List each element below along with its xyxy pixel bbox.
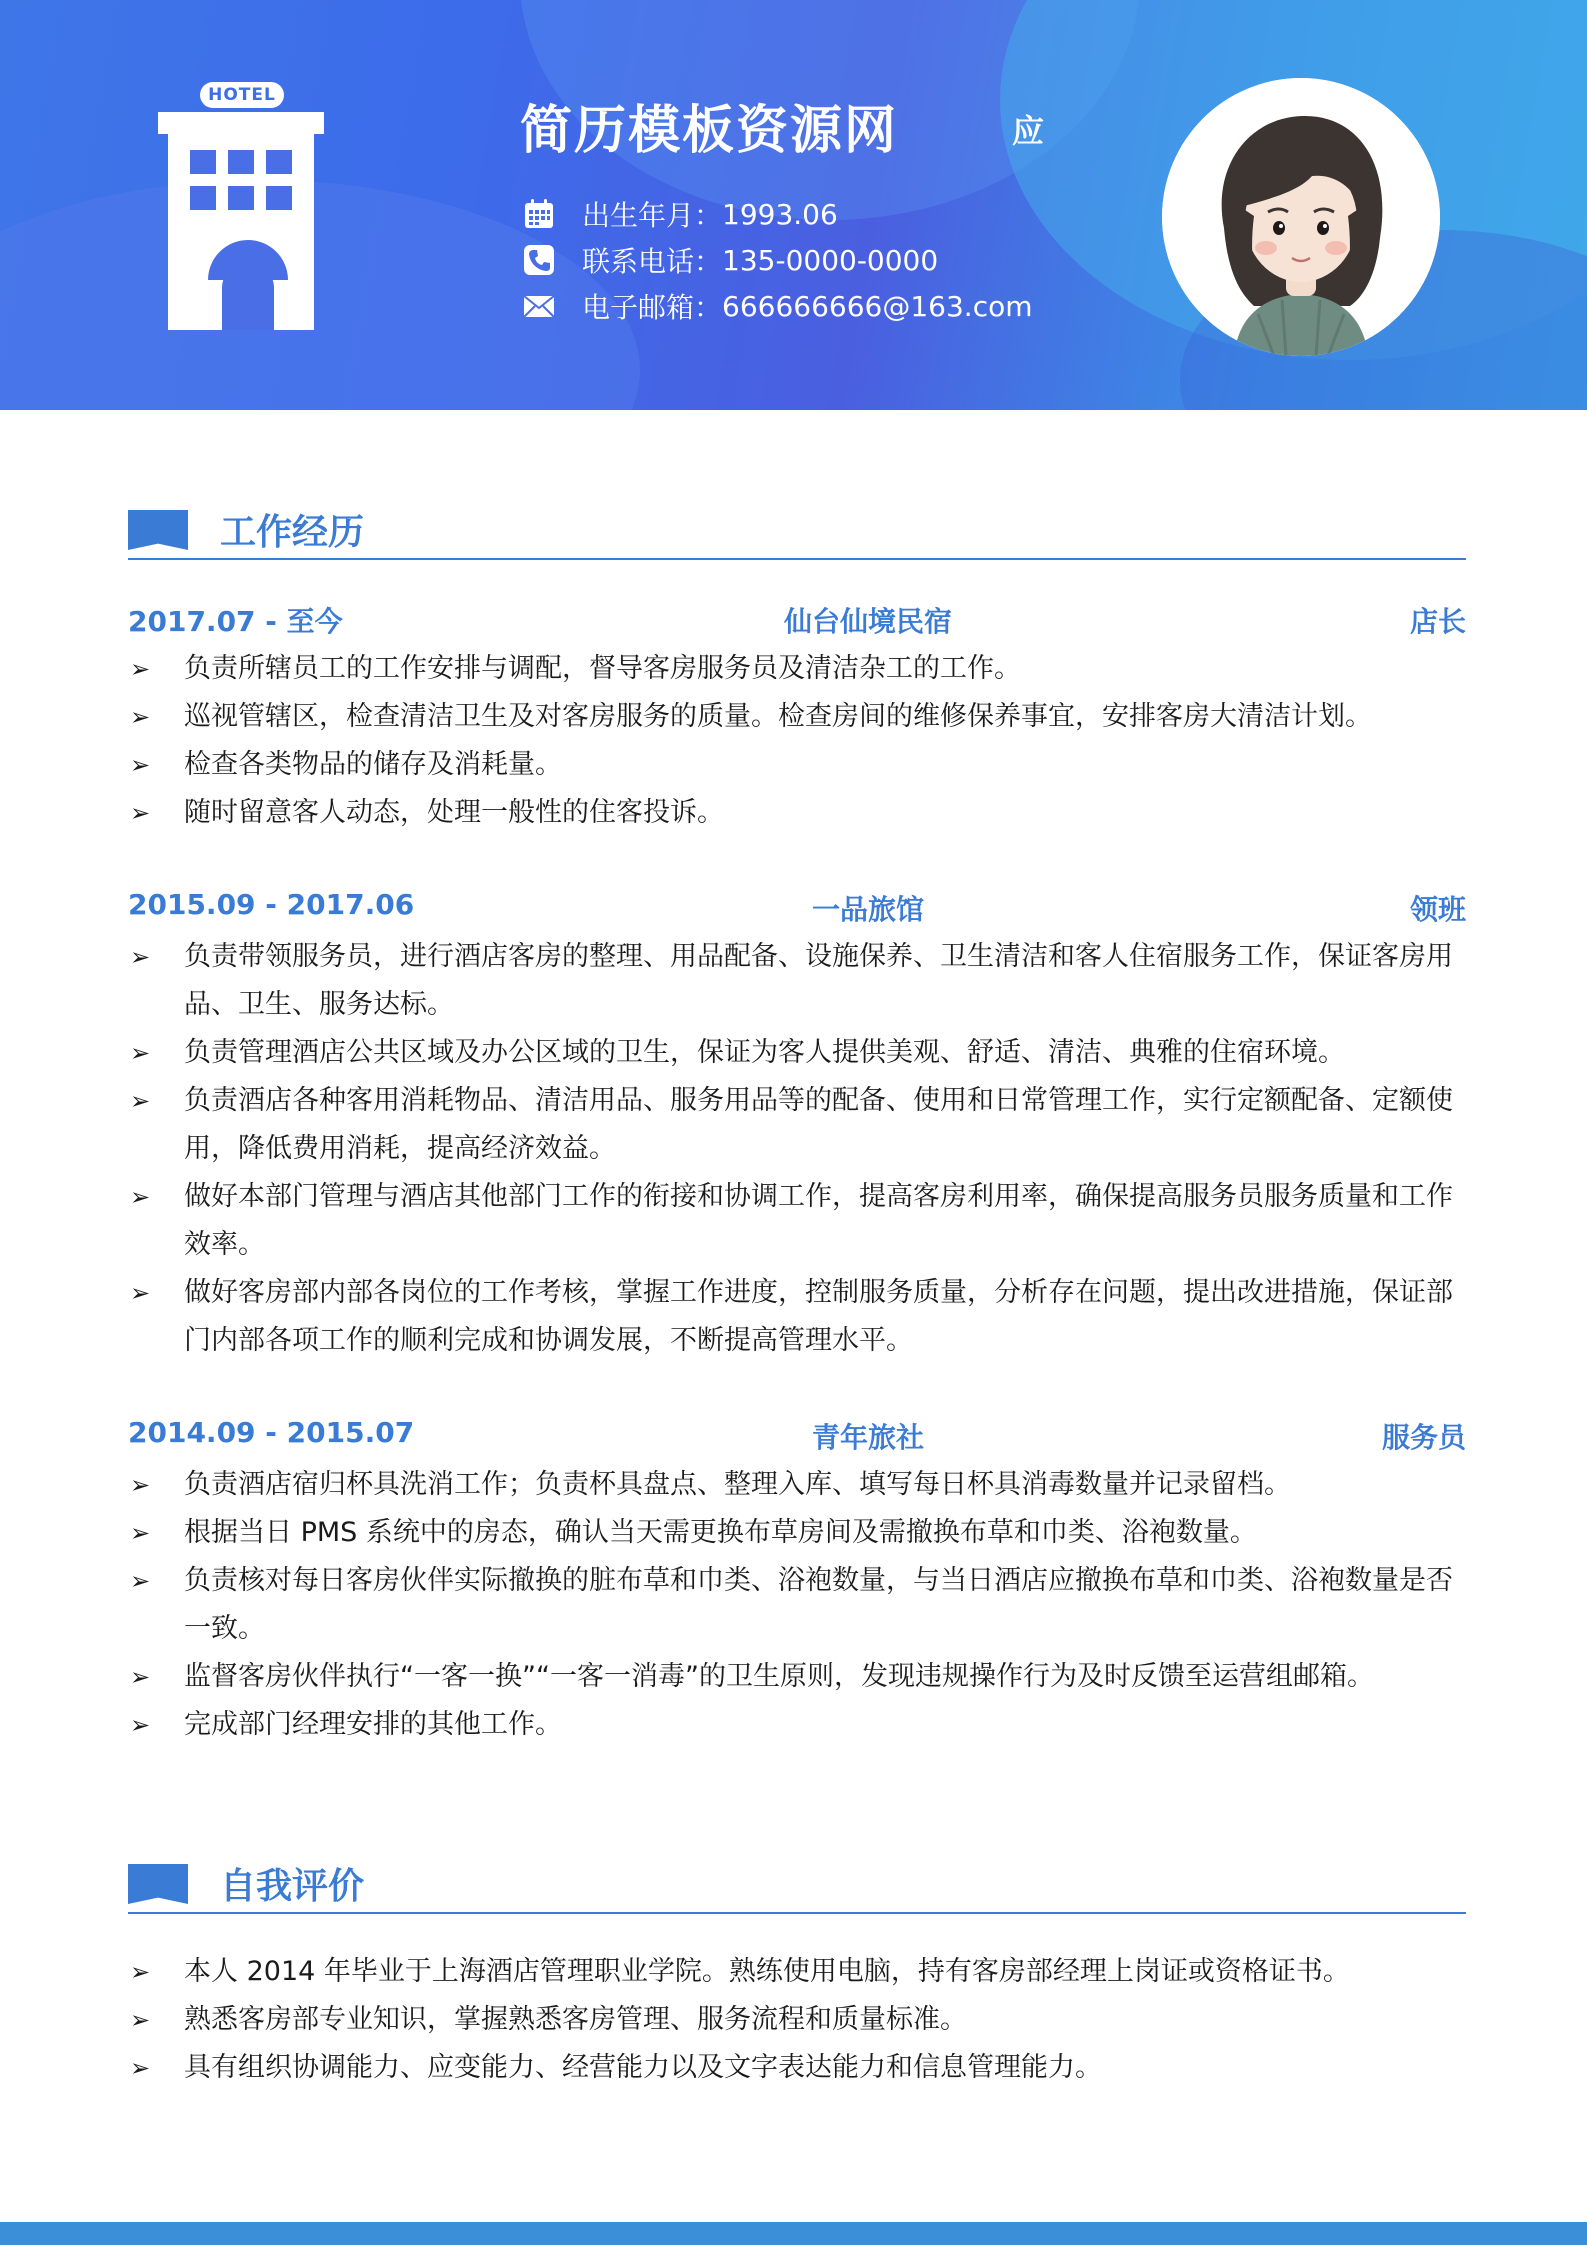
duty-text: 监督客房伙伴执行“一客一换”“一客一消毒”的卫生原则，发现违规操作行为及时反馈至运营组邮箱。 [184,1661,1374,1692]
bullet-arrow-icon: ➢ [130,1567,151,1595]
list-item [128,1653,1472,1701]
job-period: 2014.09 - 2015.07 [128,1416,415,1449]
contact-label: 出生年月： [582,199,723,232]
list-item [128,693,1472,741]
hotel-door [222,262,274,330]
avatar-illustration [1162,78,1440,356]
duty-text: 负责核对每日客房伙伴实际撤换的脏布草和巾类、浴袍数量，与当日酒店应撤换布草和巾类、浴袍数量是否一致。 [184,1565,1453,1644]
duty-text: 完成部门经理安排的其他工作。 [184,1709,562,1740]
job-duties-list [128,933,1472,1365]
section-title: 自我评价 [220,1866,365,1907]
bullet-arrow-icon: ➢ [130,1958,151,1986]
evaluation-text: 熟悉客房部专业知识，掌握熟悉客房管理、服务流程和质量标准。 [184,2004,967,2035]
phone-icon [522,243,556,277]
birth-value: 1993.06 [722,197,838,231]
list-item [128,1948,1472,1996]
list-item [128,741,1472,789]
list-item [128,1077,1472,1173]
section-title: 工作经历 [220,512,365,553]
bullet-arrow-icon: ➢ [130,1711,151,1739]
list-item [128,1461,1472,1509]
bullet-arrow-icon: ➢ [130,1471,151,1499]
section-self-evaluation [128,1858,1466,1914]
duty-text: 负责所辖员工的工作安排与调配，督导客房服务员及清洁杂工的工作。 [184,653,1021,684]
bullet-arrow-icon: ➢ [130,1087,151,1115]
candidate-name: 简历模板资源网 [520,101,899,161]
duty-text: 负责酒店各种客用消耗物品、清洁用品、服务用品等的配备、使用和日常管理工作，实行定额配备、定额使用，降低费用消耗，提高经济效益。 [184,1085,1453,1164]
email-value: 666666666@163.com [722,289,1033,323]
bullet-arrow-icon: ➢ [130,1183,151,1211]
hotel-icon [158,82,324,330]
avatar [1162,78,1440,356]
contact-phone [522,242,938,278]
bullet-arrow-icon: ➢ [130,1519,151,1547]
duty-text: 负责带领服务员，进行酒店客房的整理、用品配备、设施保养、卫生清洁和客人住宿服务工作，保证客房用品、卫生、服务达标。 [184,941,1453,1020]
list-item [128,1029,1472,1077]
job-header [128,600,1466,640]
list-item [128,1269,1472,1365]
self-evaluation-list [128,1948,1472,2092]
bullet-arrow-icon: ➢ [130,703,151,731]
list-item [128,645,1472,693]
job-header [128,1416,1466,1456]
job-company: 一品旅馆 [811,893,924,926]
duty-text: 随时留意客人动态，处理一般性的住客投诉。 [184,797,724,828]
list-item [128,789,1472,837]
job-company: 青年旅社 [811,1421,924,1454]
hotel-window [228,186,254,210]
job-duties-list [128,1461,1472,1749]
hotel-building [168,134,314,330]
bullet-arrow-icon: ➢ [130,943,151,971]
duty-text: 巡视管辖区，检查清洁卫生及对客房服务的质量。检查房间的维修保养事宜，安排客房大清洁计划。 [184,701,1372,732]
job-role: 服务员 [1381,1421,1466,1454]
list-item [128,1173,1472,1269]
duty-text: 检查各类物品的储存及消耗量。 [184,749,562,780]
duty-text: 做好本部门管理与酒店其他部门工作的衔接和协调工作，提高客房利用率，确保提高服务员服务质量和工作效率。 [184,1181,1453,1260]
job-role: 领班 [1409,893,1466,926]
job-period: 2017.07 - 至今 [128,605,343,638]
job-header [128,888,1466,928]
list-item [128,933,1472,1029]
list-item [128,1509,1472,1557]
duty-text: 根据当日 PMS 系统中的房态，确认当天需更换布草房间及需撤换布草和巾类、浴袍数量。 [184,1517,1257,1548]
job-role: 店长 [1409,605,1466,638]
list-item [128,1701,1472,1749]
contact-label: 联系电话： [582,245,723,278]
bullet-arrow-icon: ➢ [130,751,151,779]
bullet-arrow-icon: ➢ [130,1663,151,1691]
bullet-arrow-icon: ➢ [130,1039,151,1067]
resume-header [0,0,1587,410]
duty-text: 做好客房部内部各岗位的工作考核，掌握工作进度，控制服务质量，分析存在问题，提出改进措施，保证部门内部各项工作的顺利完成和协调发展，不断提高管理水平。 [184,1277,1453,1356]
hotel-logo-text: HOTEL [200,82,284,108]
evaluation-text: 具有组织协调能力、应变能力、经营能力以及文字表达能力和信息管理能力。 [184,2052,1102,2083]
section-divider [128,558,1466,560]
bullet-arrow-icon: ➢ [130,655,151,683]
evaluation-text: 本人 2014 年毕业于上海酒店管理职业学院。熟练使用电脑，持有客房部经理上岗证或资格证书。 [184,1956,1350,1987]
bullet-arrow-icon: ➢ [130,799,151,827]
section-work-experience [128,504,1466,560]
job-company: 仙台仙境民宿 [783,605,952,638]
bullet-arrow-icon: ➢ [130,2054,151,2082]
hotel-window [266,150,292,174]
duty-text: 负责管理酒店公共区域及办公区域的卫生，保证为客人提供美观、舒适、清洁、典雅的住宿环境。 [184,1037,1345,1068]
footer-bar [0,2222,1587,2245]
hotel-roof [158,112,324,134]
hotel-window [228,150,254,174]
calendar-icon [522,197,556,231]
hotel-window [190,150,216,174]
bullet-arrow-icon: ➢ [130,2006,151,2034]
duty-text: 负责酒店宿归杯具洗消工作；负责杯具盘点、整理入库、填写每日杯具消毒数量并记录留档。 [184,1469,1291,1500]
mail-icon [522,289,556,323]
bullet-arrow-icon: ➢ [130,1279,151,1307]
section-divider [128,1912,1466,1914]
contact-email [522,288,1033,324]
contact-label: 电子邮箱： [582,291,723,324]
job-duties-list [128,645,1472,837]
section-flag-icon [128,510,188,550]
contact-birth [522,196,838,232]
list-item [128,2044,1472,2092]
apply-position-label: 应 [1012,112,1045,150]
phone-value: 135-0000-0000 [722,243,939,277]
section-flag-icon [128,1864,188,1904]
list-item [128,1557,1472,1653]
hotel-window [266,186,292,210]
job-period: 2015.09 - 2017.06 [128,888,415,921]
hotel-window [190,186,216,210]
list-item [128,1996,1472,2044]
